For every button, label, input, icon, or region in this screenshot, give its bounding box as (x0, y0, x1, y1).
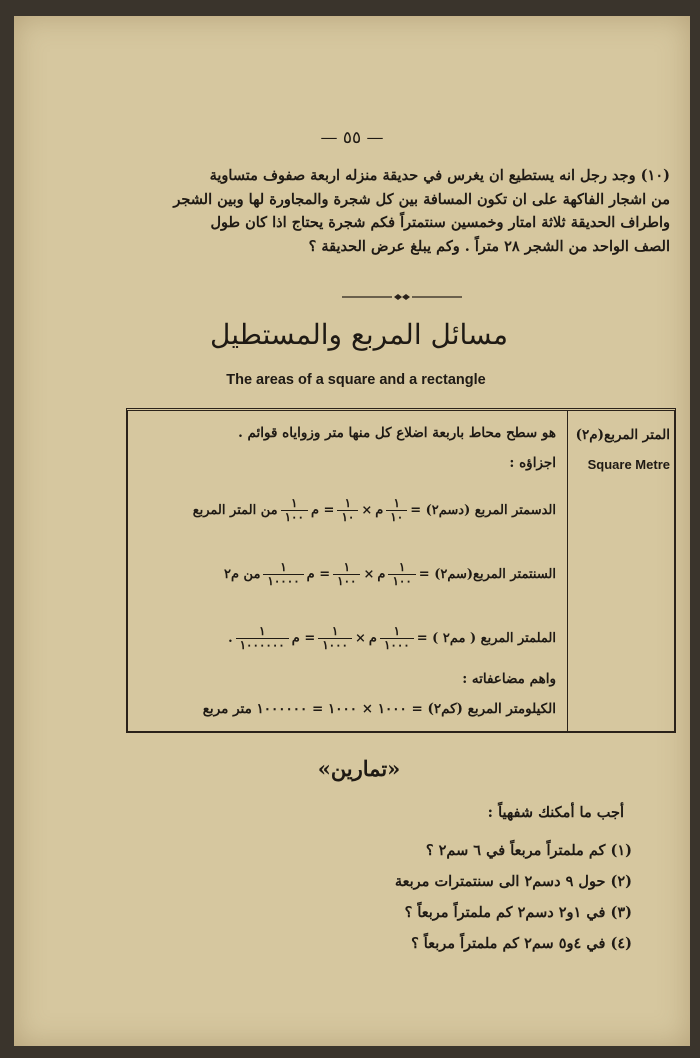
cm-frac-3: $\frac{١}{١٠٠٠٠}$ (263, 561, 303, 588)
mm-equation: . $\frac{١}{١٠٠٠٠٠٠}$ م = $\frac{١}{١٠٠٠}$ × م $\frac{١}{١٠٠٠}$ الملمتر المربع ( مم٢ ) = (228, 624, 556, 652)
exercise-item: (١) كم ملمتراً مربعاً في ٦ سم٢ ؟ (425, 842, 632, 859)
mm-frac-1: $\frac{١}{١٠٠٠}$ (380, 625, 414, 652)
dm-label: الدسمتر المربع (دسم٢) = (410, 503, 556, 518)
table-label-column (567, 411, 674, 731)
unit: م = (291, 631, 316, 646)
mm-frac-3: $\frac{١}{١٠٠٠٠٠٠}$ (236, 625, 289, 652)
unit: م = (310, 503, 335, 518)
label-arabic: المتر المربع(م٢) (575, 427, 670, 443)
cm-equation: من م٢ $\frac{١}{١٠٠٠٠}$ م = $\frac{١}{١٠٠}$ × م $\frac{١}{١٠٠}$ السنتمتر المربع(سم٢) = (223, 560, 556, 588)
exercise-item: (٤) في ٤و٥ سم٢ كم ملمتراً مربعاً ؟ (411, 935, 632, 952)
exercises-intro: أجب ما أمكنك شفهياً : (487, 804, 624, 821)
dm-tail: من المتر المربع (192, 503, 278, 518)
cm-tail: من م٢ (223, 567, 261, 582)
unit: م = (306, 567, 331, 582)
unit: م (377, 567, 386, 582)
dm-frac-3: $\frac{١}{١٠٠}$ (281, 497, 308, 524)
mm-tail: . (228, 631, 233, 646)
definition: هو سطح محاط باربعة اضلاع كل منها متر وزواياه قوائم . (238, 425, 556, 441)
dm-equation: من المتر المربع $\frac{١}{١٠٠}$ م = $\frac{١}{١٠}$ × م $\frac{١}{١٠}$ الدسمتر المربع (دسم٢) = (192, 496, 556, 524)
mm-frac-2: $\frac{١}{١٠٠٠}$ (318, 625, 352, 652)
cm-frac-2: $\frac{١}{١٠٠}$ (333, 561, 360, 588)
label-english: Square Metre (587, 457, 670, 472)
section-title-arabic: مسائل المربع والمستطيل (209, 318, 509, 351)
problem-line: واطراف الحديقة ثلاثة امتار وخمسين سنتمتراً فكم شجرة يحتاج اذا كان طول (210, 214, 670, 231)
square-metre-table (126, 408, 676, 733)
dm-frac-1: $\frac{١}{١٠}$ (386, 497, 407, 524)
section-title-english: The areas of a square and a rectangle (226, 372, 486, 388)
problem-line: (١٠) وجد رجل انه يستطيع ان يغرس في حديقة منزله اربعة صفوف متساوية (209, 167, 670, 184)
problem-line: من اشجار الفاكهة على ان تكون المسافة بين كل شجرة والمجاورة لها وبين الشجر (173, 190, 670, 208)
page-number: — ٥٥ — (320, 128, 384, 148)
cm-label: السنتمتر المربع(سم٢) = (418, 567, 556, 582)
problem-line: الصف الواحد من الشجر ٢٨ متراً . وكم يبلغ عرض الحديقة ؟ (308, 237, 670, 255)
multiples-heading: واهم مضاعفاته : (462, 671, 556, 687)
km-equation: الكيلومتر المربع (كم٢) = ١٠٠٠ × ١٠٠٠ = ١٠٠٠٠٠٠ متر مربع (202, 701, 556, 717)
cm-frac-1: $\frac{١}{١٠٠}$ (388, 561, 415, 588)
exercises-title: «تمارين» (317, 756, 401, 781)
unit: م (368, 631, 377, 646)
ornament-divider (342, 293, 462, 301)
book-page (14, 16, 690, 1046)
parts-heading: اجزاؤه : (509, 455, 556, 471)
unit: م (375, 503, 384, 518)
problem-10 (152, 164, 670, 258)
mm-label: الملمتر المربع ( مم٢ ) = (416, 631, 556, 646)
dm-frac-2: $\frac{١}{١٠}$ (337, 497, 358, 524)
exercise-item: (٣) في ١و٢ دسم٢ كم ملمتراً مربعاً ؟ (404, 904, 632, 921)
exercise-item: (٢) حول ٩ دسم٢ الى سنتمترات مربعة (394, 873, 632, 890)
